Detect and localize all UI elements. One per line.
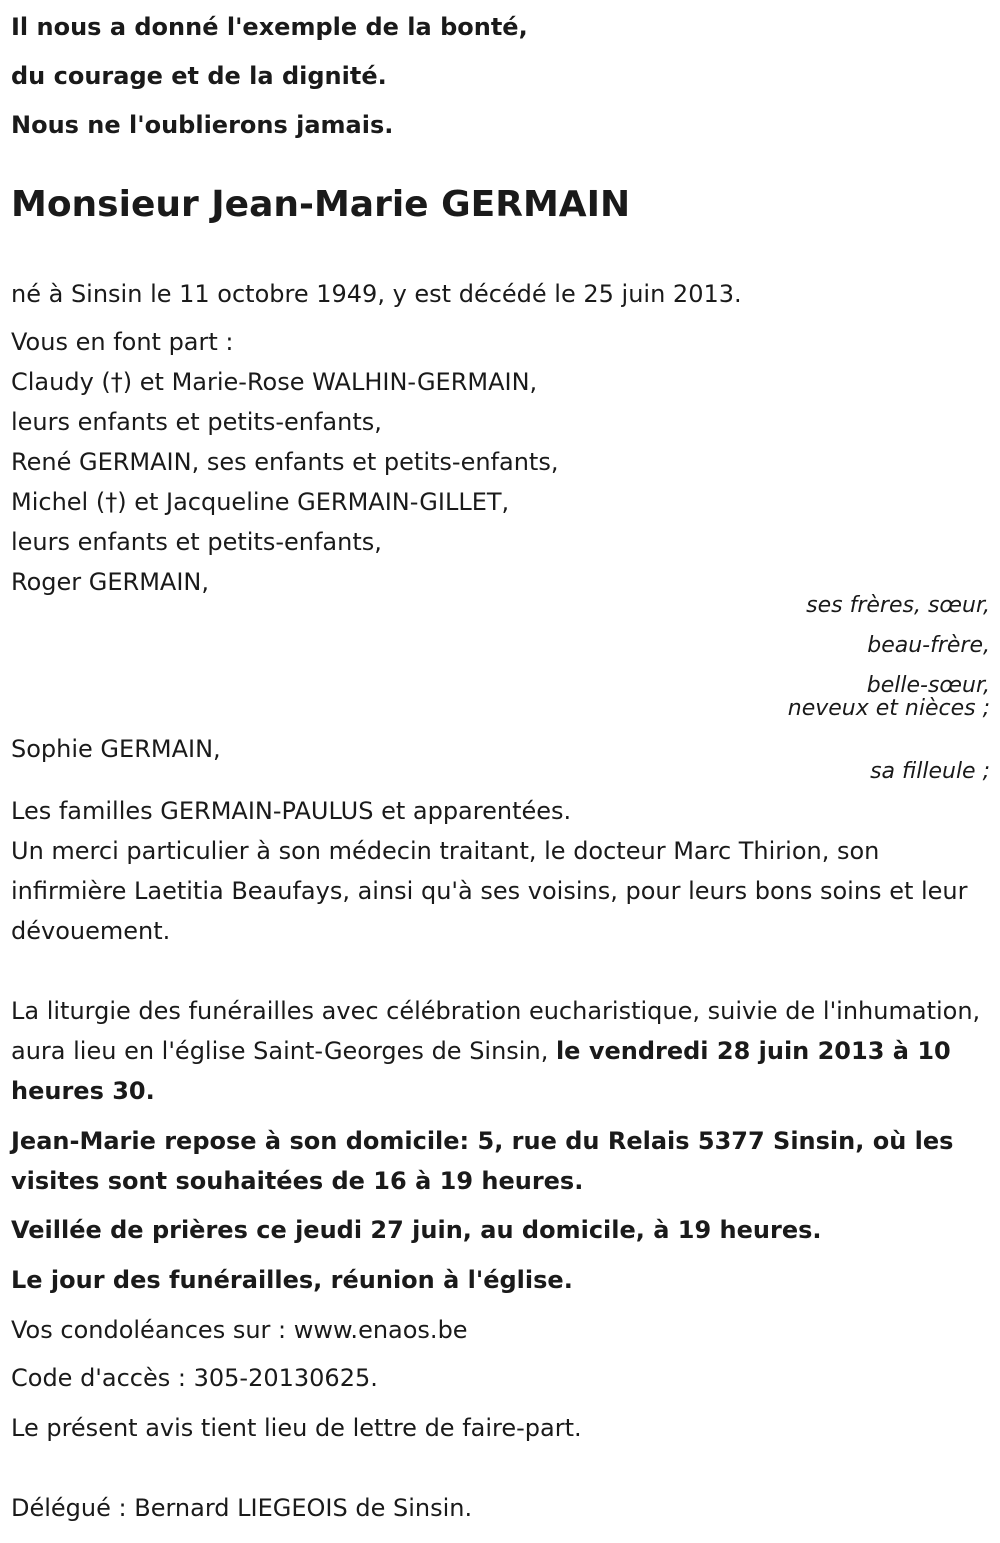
goddaughter-line: Sophie GERMAIN, [11, 735, 221, 763]
delegate-line: Délégué : Bernard LIEGEOIS de Sinsin. [11, 1494, 473, 1522]
family-line-2: leurs enfants et petits-enfants, [11, 408, 382, 436]
family-line-4: Michel (†) et Jacqueline GERMAIN-GILLET, [11, 488, 510, 516]
family-line-1: Claudy (†) et Marie-Rose WALHIN-GERMAIN, [11, 368, 538, 396]
liturgy-date: le vendredi 28 juin 2013 à 10 heures 30. [11, 1037, 951, 1105]
epitaph-line-3: Nous ne l'oublierons jamais. [11, 111, 394, 139]
church-meeting-line: Le jour des funérailles, réunion à l'église. [11, 1266, 573, 1294]
families-line: Les familles GERMAIN-PAULUS et apparentées. [11, 797, 572, 825]
birth-death-line: né à Sinsin le 11 octobre 1949, y est décédé le 25 juin 2013. [11, 280, 742, 308]
relation-siblings-1: ses frères, sœur, [806, 593, 990, 618]
relation-siblings-3: belle-sœur, [866, 673, 990, 698]
liturgy-text: La liturgie des funérailles avec célébration eucharistique, suivie de l'inhumation, aura lieu en l'église Saint-Georges de Sinsin, [11, 997, 981, 1065]
family-line-3: René GERMAIN, ses enfants et petits-enfants, [11, 448, 559, 476]
family-line-6: Roger GERMAIN, [11, 568, 209, 596]
thanks-paragraph: Un merci particulier à son médecin traitant, le docteur Marc Thirion, son infirmière Laetitia Beaufays, ainsi qu'à ses voisins, pour leurs bons soins et leur dévouement. [11, 837, 968, 945]
epitaph-line-2: du courage et de la dignité. [11, 62, 387, 90]
epitaph-line-1: Il nous a donné l'exemple de la bonté, [11, 13, 528, 41]
liturgy-paragraph [11, 991, 991, 1111]
condolences-line: Vos condoléances sur : www.enaos.be [11, 1316, 468, 1344]
deceased-name: Monsieur Jean-Marie GERMAIN [11, 184, 631, 225]
rest-notice: Jean-Marie repose à son domicile: 5, rue du Relais 5377 Sinsin, où les visites sont souhaitées de 16 à 19 heures. [11, 1127, 954, 1195]
relation-siblings-4: neveux et nièces ; [787, 696, 990, 721]
access-code-line: Code d'accès : 305-20130625. [11, 1364, 378, 1392]
notice-letter-line: Le présent avis tient lieu de lettre de faire-part. [11, 1414, 582, 1442]
vigil-line: Veillée de prières ce jeudi 27 juin, au domicile, à 19 heures. [11, 1216, 822, 1244]
family-line-5: leurs enfants et petits-enfants, [11, 528, 382, 556]
relation-siblings-2: beau-frère, [867, 633, 990, 658]
relation-goddaughter: sa filleule ; [870, 759, 990, 784]
announcers-intro: Vous en font part : [11, 328, 234, 356]
